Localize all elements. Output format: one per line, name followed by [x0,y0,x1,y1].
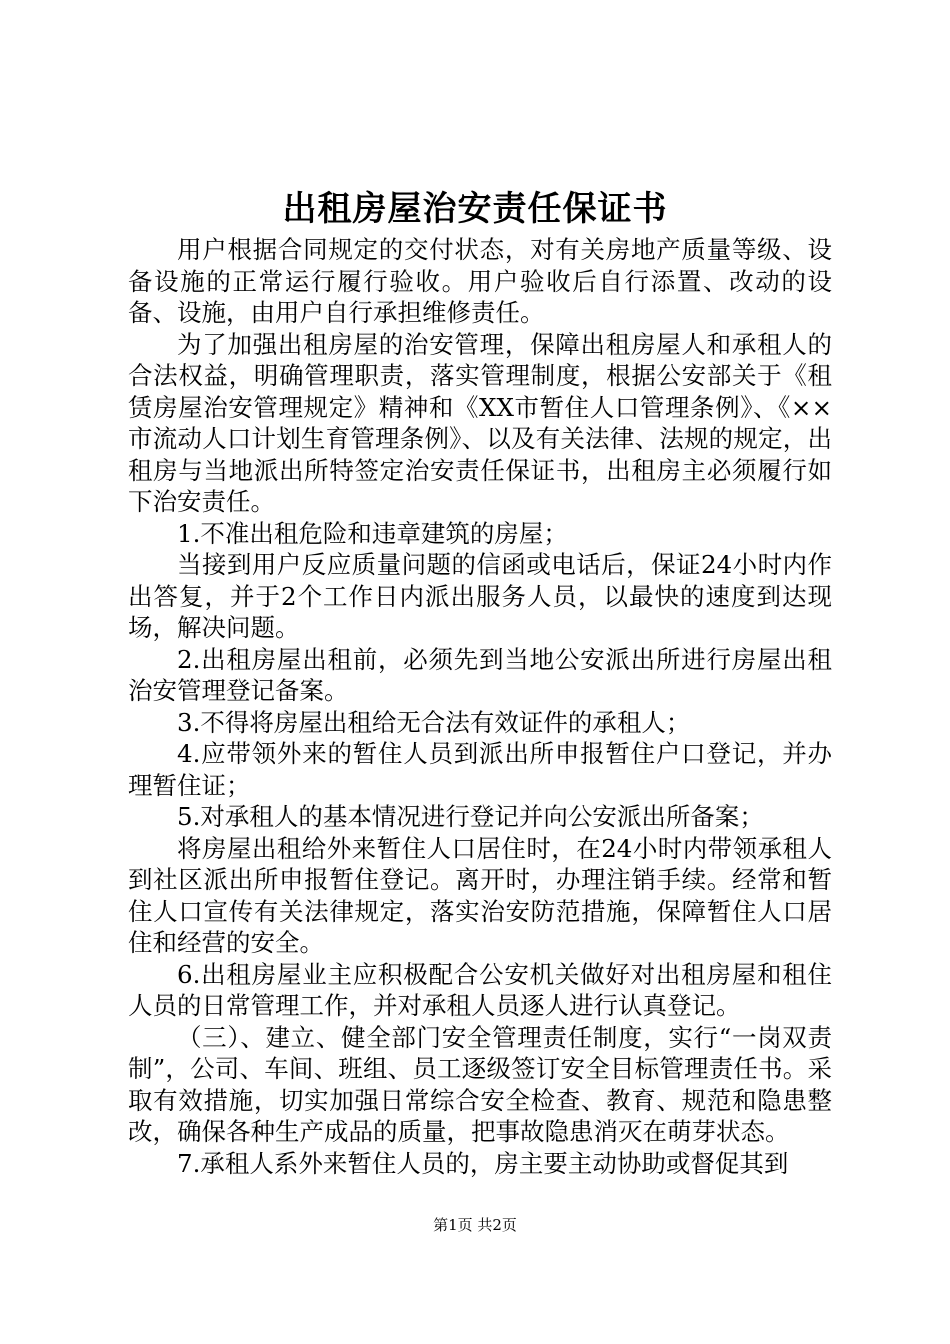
paragraph: （三）、建立、健全部门安全管理责任制度，实行“一岗双责制”，公司、车间、班组、员工逐级签订安全目标管理责任书。采取有效措施，切实加强日常综合安全检查、教育、规范和隐患整改，确保各种生产成品的质量，把事故隐患消灭在萌芽状态。 [128,1022,832,1146]
paragraph: 3.不得将房屋出租给无合法有效证件的承租人； [177,707,691,737]
paragraph: 1.不准出租危险和违章建筑的房屋； [177,518,568,548]
paragraph: 用户根据合同规定的交付状态，对有关房地产质量等级、设备设施的正常运行履行验收。用户验收后自行添置、改动的设备、设施，由用户自行承担维修责任。 [128,235,832,327]
paragraph: 5.对承租人的基本情况进行登记并向公安派出所备案； [177,802,764,831]
paragraph: 6.出租房屋业主应积极配合公安机关做好对出租房屋和租住人员的日常管理工作，并对承租人员逐人进行认真登记。 [128,959,832,1020]
paragraph: 当接到用户反应质量问题的信函或电话后，保证24小时内作出答复，并于2个工作日内派出服务人员，以最快的速度到达现场，解决问题。 [128,550,832,642]
paragraph: 将房屋出租给外来暂住人口居住时，在24小时内带领承租人到社区派出所申报暂住登记。离开时，办理注销手续。经常和暂住人口宣传有关法律规定，落实治安防范措施，保障暂住人口居住和经营的安全。 [128,833,832,957]
paragraph: 2.出租房屋出租前，必须先到当地公安派出所进行房屋出租治安管理登记备案。 [128,644,832,705]
page-number-footer: 第1页 共2页 [433,1216,517,1234]
document-title: 出租房屋治安责任保证书 [282,189,668,229]
paragraph: 7.承租人系外来暂住人员的，房主要主动协助或督促其到 [177,1148,789,1178]
paragraph: 为了加强出租房屋的治安管理，保障出租房屋人和承租人的合法权益，明确管理职责，落实管理制度，根据公安部关于《租赁房屋治安管理规定》精神和《XX市暂住人口管理条例》、《××市流动人口计划生育管理条例》、以及有关法律、法规的规定，出租房与当地派出所特签定治安责任保证书，出租房主必须履行如下治安责任。 [128,329,832,516]
document-body [128,234,832,1179]
paragraph: 4.应带领外来的暂住人员到派出所申报暂住户口登记，并办理暂住证； [128,739,832,800]
